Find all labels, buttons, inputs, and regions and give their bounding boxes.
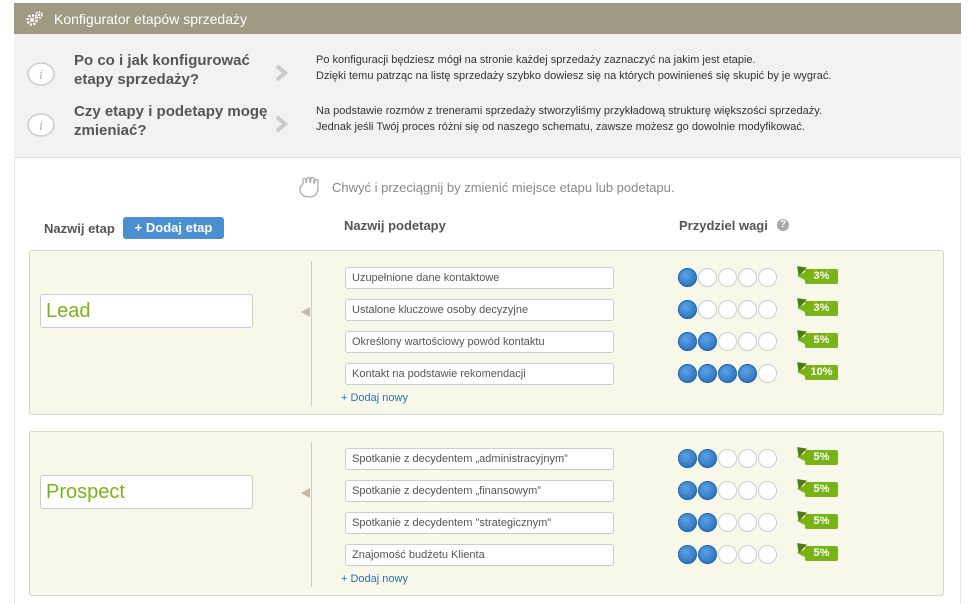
- weight-dot-filled[interactable]: [678, 449, 697, 468]
- weight-dot-empty[interactable]: [738, 545, 757, 564]
- weight-badge: 3%: [805, 301, 838, 316]
- badge-fold: [793, 443, 807, 457]
- weight-dot-filled[interactable]: [698, 449, 717, 468]
- weight-dot-empty[interactable]: [738, 300, 757, 319]
- weight-dot-empty[interactable]: [718, 545, 737, 564]
- info-icon: [26, 58, 56, 88]
- faq-item[interactable]: [14, 97, 961, 149]
- substage-column-header: Nazwij podetapy: [344, 218, 446, 233]
- weight-dot-empty[interactable]: [758, 513, 777, 532]
- substage-input[interactable]: Uzupełnione dane kontaktowe: [345, 267, 614, 289]
- window-title: Konfigurator etapów sprzedaży: [54, 11, 247, 27]
- weight-dot-empty[interactable]: [718, 268, 737, 287]
- info-icon: [26, 109, 56, 139]
- faq-answer: [316, 103, 956, 135]
- weight-dot-filled[interactable]: [698, 545, 717, 564]
- weight-dot-empty[interactable]: [758, 364, 777, 383]
- substage-input[interactable]: Spotkanie z decydentem „finansowym”: [345, 480, 614, 502]
- weight-badge: 5%: [805, 333, 838, 348]
- drag-hint-text: Chwyć i przeciągnij by zmienić miejsce etapu lub podetapu.: [332, 180, 675, 195]
- weight-dot-filled[interactable]: [678, 481, 697, 500]
- faq-item[interactable]: [14, 46, 961, 98]
- weight-dot-empty[interactable]: [718, 449, 737, 468]
- weight-badge: 5%: [805, 546, 838, 561]
- divider: [311, 442, 312, 587]
- substage-input[interactable]: Ustalone kluczowe osoby decyzyjne: [345, 299, 614, 321]
- help-icon[interactable]: ?: [777, 219, 789, 231]
- weight-dot-filled[interactable]: [678, 268, 697, 287]
- weight-dot-filled[interactable]: [678, 332, 697, 351]
- weight-dot-empty[interactable]: [758, 545, 777, 564]
- arrow-left-icon: [301, 488, 310, 498]
- add-substage-link[interactable]: + Dodaj nowy: [341, 573, 408, 585]
- weight-dot-empty[interactable]: [738, 332, 757, 351]
- weight-badge: 10%: [805, 365, 838, 380]
- weight-dot-filled[interactable]: [698, 332, 717, 351]
- stage-name-input[interactable]: Lead: [40, 294, 253, 328]
- faq-answer-line: Na podstawie rozmów z trenerami sprzedaży stworzyliśmy przykładową strukturę większości sprzedaży.: [316, 105, 822, 117]
- stage-name-input[interactable]: Prospect: [40, 475, 253, 509]
- faq-answer: [316, 52, 956, 84]
- chevron-right-icon: [274, 64, 288, 87]
- badge-fold: [793, 475, 807, 489]
- weight-dot-empty[interactable]: [758, 481, 777, 500]
- weight-dot-filled[interactable]: [718, 364, 737, 383]
- substage-input[interactable]: Określony wartościowy powód kontaktu: [345, 331, 614, 353]
- add-substage-link[interactable]: + Dodaj nowy: [341, 392, 408, 404]
- substage-input[interactable]: Spotkanie z decydentem "strategicznym": [345, 512, 614, 534]
- gears-icon: [26, 10, 44, 31]
- arrow-left-icon: [301, 307, 310, 317]
- weight-dot-filled[interactable]: [678, 513, 697, 532]
- weight-dot-empty[interactable]: [738, 481, 757, 500]
- weight-dot-filled[interactable]: [698, 364, 717, 383]
- badge-fold: [793, 358, 807, 372]
- badge-fold: [793, 539, 807, 553]
- svg-text:i: i: [39, 68, 44, 83]
- weight-badge: 5%: [805, 482, 838, 497]
- weight-badge: 5%: [805, 514, 838, 529]
- weight-dot-empty[interactable]: [758, 449, 777, 468]
- add-stage-button[interactable]: + Dodaj etap: [123, 217, 224, 239]
- badge-fold: [793, 262, 807, 276]
- badge-fold: [793, 507, 807, 521]
- weights-column-header: Przydziel wagi: [679, 218, 768, 233]
- faq-answer-line: Jednak jeśli Twój proces różni się od naszego schematu, zawsze możesz go dowolnie modyfikować.: [316, 121, 805, 133]
- weight-badge: 3%: [805, 269, 838, 284]
- weight-dot-filled[interactable]: [678, 364, 697, 383]
- chevron-right-icon: [274, 115, 288, 138]
- weight-dot-empty[interactable]: [718, 481, 737, 500]
- weight-dot-filled[interactable]: [678, 300, 697, 319]
- substage-input[interactable]: Kontakt na podstawie rekomendacji: [345, 363, 614, 385]
- weight-dot-empty[interactable]: [698, 300, 717, 319]
- weight-dot-empty[interactable]: [698, 268, 717, 287]
- svg-text:i: i: [39, 119, 44, 134]
- substage-input[interactable]: Znajomość budżetu Klienta: [345, 544, 614, 566]
- faq-panel: [14, 34, 961, 158]
- weight-dot-empty[interactable]: [758, 300, 777, 319]
- weight-dot-filled[interactable]: [698, 481, 717, 500]
- badge-fold: [793, 294, 807, 308]
- weight-dot-empty[interactable]: [718, 300, 737, 319]
- stage-card[interactable]: [29, 250, 944, 415]
- weight-dot-filled[interactable]: [738, 364, 757, 383]
- weight-dot-empty[interactable]: [738, 449, 757, 468]
- weight-dot-empty[interactable]: [758, 268, 777, 287]
- faq-question: Czy etapy i podetapy mogę zmieniać?: [74, 103, 268, 139]
- weight-badge: 5%: [805, 450, 838, 465]
- weight-dot-empty[interactable]: [738, 268, 757, 287]
- weight-dot-filled[interactable]: [698, 513, 717, 532]
- window-titlebar: [14, 3, 961, 34]
- badge-fold: [793, 326, 807, 340]
- faq-answer-line: Po konfiguracji będziesz mógł na stronie każdej sprzedaży zaznaczyć na jakim jest etapie.: [316, 54, 756, 66]
- weight-dot-empty[interactable]: [718, 513, 737, 532]
- substage-input[interactable]: Spotkanie z decydentem „administracyjnym”: [345, 448, 614, 470]
- hand-grab-icon: [296, 176, 328, 203]
- divider: [311, 261, 312, 406]
- stage-card[interactable]: [29, 431, 944, 596]
- faq-answer-line: Dzięki temu patrząc na listę sprzedaży szybko dowiesz się na których powinieneś się skupić by je wygrać.: [316, 70, 832, 82]
- weight-dot-empty[interactable]: [718, 332, 737, 351]
- stage-column-header: Nazwij etap: [44, 221, 115, 236]
- weight-dot-empty[interactable]: [758, 332, 777, 351]
- faq-question: Po co i jak konfigurować etapy sprzedaży?: [74, 52, 250, 88]
- weight-dot-empty[interactable]: [738, 513, 757, 532]
- weight-dot-filled[interactable]: [678, 545, 697, 564]
